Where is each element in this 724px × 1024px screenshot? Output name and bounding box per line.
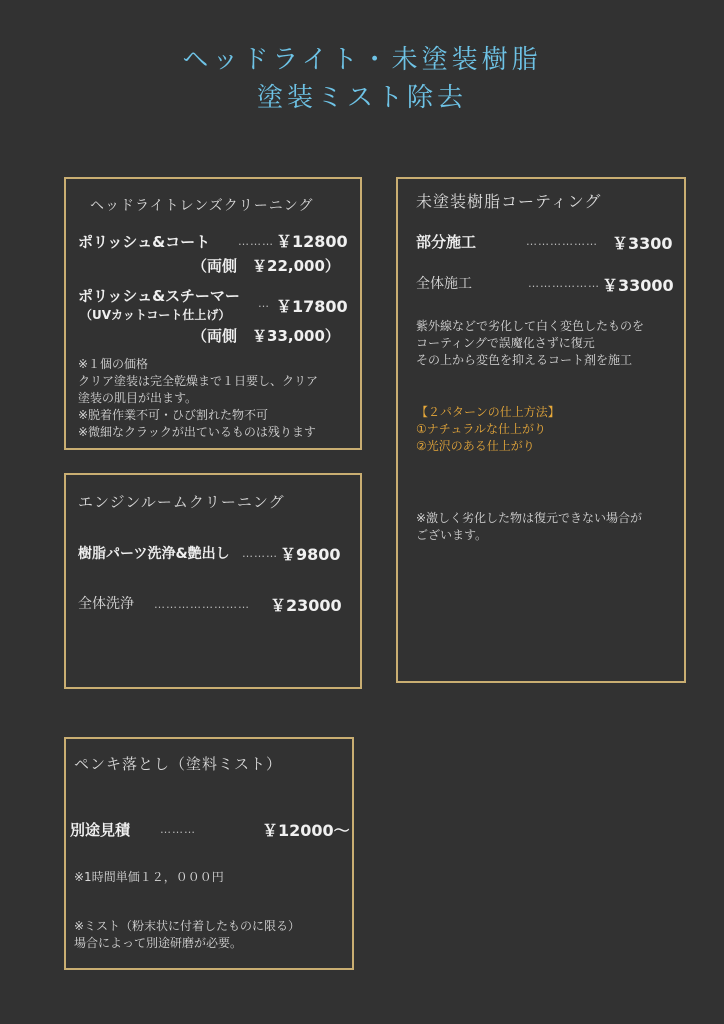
headlight-item2-price: ￥17800 bbox=[276, 297, 348, 316]
headlight-item1-price: ￥12800 bbox=[276, 232, 348, 251]
desc-line: その上から変色を抑えるコート剤を施工 bbox=[416, 353, 633, 367]
page-title-line1: ヘッドライト・未塗装樹脂 bbox=[182, 45, 542, 75]
note-line: ※微細なクラックが出ているものは残ります bbox=[78, 425, 316, 439]
page-title-line2: 塗装ミスト除去 bbox=[256, 83, 467, 113]
paint-section bbox=[64, 737, 354, 970]
note-line: 塗装の肌目が出ます。 bbox=[78, 391, 198, 405]
headlight-item1-dots: ……… bbox=[238, 235, 274, 248]
resin-item2-dots: ……………… bbox=[528, 277, 600, 290]
resin-patterns bbox=[416, 404, 560, 455]
resin-title: 未塗装樹脂コーティング bbox=[416, 192, 602, 211]
resin-section bbox=[396, 177, 686, 683]
engine-title: エンジンルームクリーニング bbox=[78, 493, 285, 511]
desc-line: コーティングで誤魔化さずに復元 bbox=[416, 336, 595, 350]
engine-section bbox=[64, 473, 362, 689]
headlight-item2-dots: … bbox=[258, 297, 270, 310]
headlight-title: ヘッドライトレンズクリーニング bbox=[90, 198, 314, 214]
note-line: ※脱着作業不可・ひび割れた物不可 bbox=[78, 408, 269, 422]
paint-note2 bbox=[74, 918, 344, 952]
engine-item1-price: ￥9800 bbox=[280, 545, 341, 564]
resin-item2-name: 全体施工 bbox=[416, 276, 472, 292]
paint-item-name: 別途見積 bbox=[70, 821, 131, 839]
headlight-item2-name: ポリッシュ&スチーマー bbox=[78, 287, 240, 305]
resin-item2-price: ￥33000 bbox=[602, 276, 674, 295]
pattern-heading: 【２パターンの仕上方法】 bbox=[416, 405, 560, 419]
engine-item2-dots: …………………… bbox=[154, 598, 250, 611]
resin-warning bbox=[416, 510, 684, 544]
note-line: クリア塗装は完全乾燥まで１日要し、クリア bbox=[78, 374, 319, 388]
pattern-gloss: ②光沢のある仕上がり bbox=[416, 439, 535, 453]
headlight-notes bbox=[78, 356, 358, 441]
warning-line: ※激しく劣化した物は復元できない場合が bbox=[416, 511, 643, 525]
resin-item1-price: ￥3300 bbox=[612, 234, 673, 253]
paint-item-price: ￥12000〜 bbox=[262, 821, 350, 840]
paint-title: ペンキ落とし（塗料ミスト） bbox=[74, 755, 283, 773]
headlight-item2-both: （両側 ￥33,000） bbox=[192, 327, 340, 345]
headlight-item1-both: （両側 ￥22,000） bbox=[192, 257, 340, 275]
paint-note1: ※1時間単価１２，０００円 bbox=[74, 870, 224, 884]
warning-line: ございます。 bbox=[416, 528, 488, 542]
engine-item1-dots: ……… bbox=[242, 547, 278, 560]
headlight-section bbox=[64, 177, 362, 450]
engine-item1-name: 樹脂パーツ洗浄&艶出し bbox=[78, 546, 230, 562]
note-line: 場合によって別途研磨が必要。 bbox=[74, 936, 243, 950]
note-line: ※１個の価格 bbox=[78, 357, 149, 371]
headlight-item2-sub: （UVカットコート仕上げ） bbox=[80, 308, 231, 322]
resin-item1-name: 部分施工 bbox=[416, 233, 477, 251]
resin-item1-dots: ……………… bbox=[526, 235, 598, 248]
engine-item2-name: 全体洗浄 bbox=[78, 596, 134, 612]
headlight-item1-name: ポリッシュ&コート bbox=[78, 233, 211, 251]
pattern-natural: ①ナチュラルな仕上がり bbox=[416, 422, 547, 436]
engine-item2-price: ￥23000 bbox=[270, 596, 342, 615]
desc-line: 紫外線などで劣化して白く変色したものを bbox=[416, 319, 645, 333]
resin-description bbox=[416, 318, 684, 369]
note-line: ※ミスト（粉末状に付着したものに限る） bbox=[74, 919, 301, 933]
paint-item-dots: ……… bbox=[160, 823, 196, 836]
